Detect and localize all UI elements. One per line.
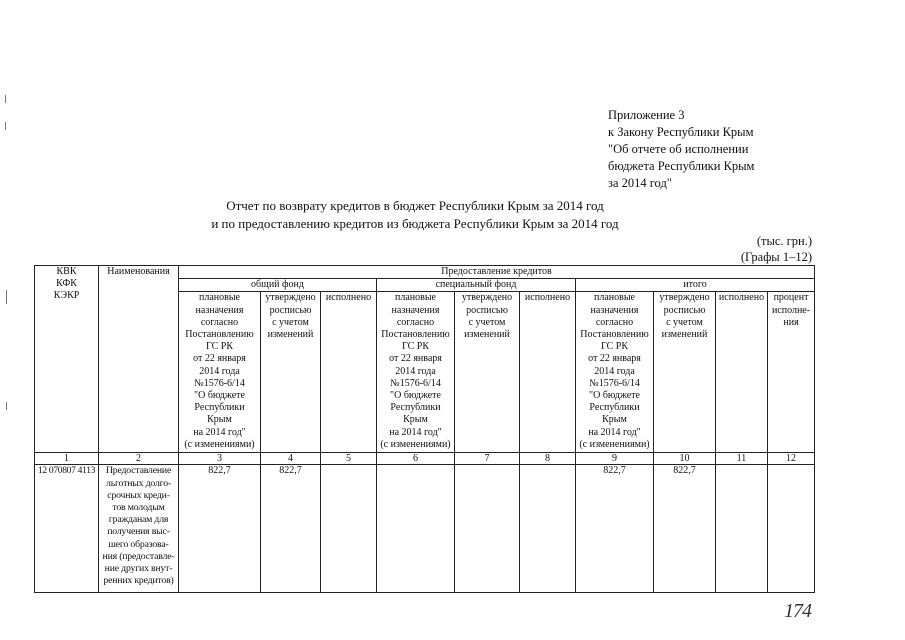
planned-header-line: ГС РК — [401, 341, 430, 353]
planned-header-line: "О бюджете — [390, 390, 441, 402]
planned-header-line: от 22 января — [588, 353, 641, 365]
cell-value — [321, 465, 377, 593]
planned-header-line: №1576-6/14 — [390, 377, 441, 389]
credits-table — [34, 265, 815, 593]
percent-header-line: исполне- — [771, 304, 811, 316]
planned-header-line: на 2014 год" — [389, 426, 442, 438]
column-number: 1 — [35, 453, 99, 465]
columns-note: (Графы 1–12) — [740, 250, 812, 264]
planned-header-line: от 22 января — [193, 353, 246, 365]
planned-header-line: согласно — [200, 316, 239, 328]
report-title — [150, 197, 680, 233]
planned-header-line: плановые — [593, 292, 635, 304]
planned-header — [576, 292, 654, 453]
appendix-line: к Закону Республики Крым — [608, 125, 754, 139]
planned-header-line: Республики — [589, 402, 640, 414]
column-number: 2 — [99, 453, 179, 465]
planned-header-line: Постановлению — [580, 329, 649, 341]
cell-value: 822,7 — [179, 465, 261, 593]
cell-value — [716, 465, 768, 593]
executed-header: исполнено — [321, 292, 377, 453]
planned-header-line: назначения — [590, 304, 639, 316]
planned-header-line: Постановлению — [381, 329, 450, 341]
row-name-line: ния (предоставле- — [102, 550, 175, 562]
report-title-line-1: Отчет по возврату кредитов в бюджет Республики Крым за 2014 год — [226, 198, 604, 213]
appendix-line: бюджета Республики Крым — [608, 159, 755, 173]
row-name-line: Предоставление — [105, 465, 172, 477]
planned-header-line: плановые — [198, 292, 240, 304]
scan-mark — [6, 290, 7, 304]
executed-header: исполнено — [716, 292, 768, 453]
scan-mark — [5, 95, 6, 103]
planned-header-line: №1576-6/14 — [589, 377, 640, 389]
planned-header-line: назначения — [195, 304, 244, 316]
planned-header-line: 2014 года — [199, 365, 240, 377]
column-number: 12 — [768, 453, 815, 465]
page-number: 174 — [784, 600, 811, 622]
row-name — [99, 465, 179, 593]
approved-header-line: изменений — [661, 329, 708, 341]
row-name-line: шего образова- — [108, 538, 169, 550]
currency-note: (тыс. грн.) — [756, 234, 812, 248]
approved-header-line: росписью — [269, 304, 312, 316]
approved-header — [654, 292, 716, 453]
column-number: 4 — [261, 453, 321, 465]
approved-header-line: с учетом — [272, 316, 309, 328]
planned-header-line: согласно — [396, 316, 435, 328]
group-header: Предоставление кредитов — [179, 266, 815, 279]
planned-header-line: ГС РК — [205, 341, 234, 353]
planned-header-line: (с изменениями) — [380, 438, 451, 450]
planned-header-line: Республики — [390, 402, 441, 414]
planned-header-line: Постановлению — [185, 329, 254, 341]
planned-header-line: №1576-6/14 — [194, 377, 245, 389]
column-number: 3 — [179, 453, 261, 465]
planned-header — [179, 292, 261, 453]
column-number: 11 — [716, 453, 768, 465]
special-fund-header: специальный фонд — [377, 279, 576, 292]
column-number: 10 — [654, 453, 716, 465]
cell-value — [455, 465, 520, 593]
codes-header — [35, 266, 99, 453]
appendix-line: "Об отчете об исполнении — [608, 142, 749, 156]
planned-header-line: плановые — [394, 292, 436, 304]
column-number: 5 — [321, 453, 377, 465]
row-name-line: гражданам для — [108, 514, 169, 526]
planned-header-line: Крым — [602, 414, 627, 426]
approved-header-line: изменений — [267, 329, 314, 341]
row-name-line: ренних кредитов) — [103, 575, 174, 587]
approved-header-line: утверждено — [659, 292, 710, 304]
approved-header-line: с учетом — [666, 316, 703, 328]
approved-header-line: росписью — [663, 304, 706, 316]
planned-header-line: на 2014 год" — [588, 426, 641, 438]
approved-header — [261, 292, 321, 453]
cell-value — [377, 465, 455, 593]
approved-header-line: изменений — [464, 329, 510, 341]
cell-value: 822,7 — [261, 465, 321, 593]
row-name-line: тов молодым — [112, 502, 165, 514]
approved-header-line: утверждено — [461, 292, 513, 304]
cell-value: 822,7 — [576, 465, 654, 593]
planned-header-line: 2014 года — [594, 365, 635, 377]
planned-header-line: "О бюджете — [589, 390, 640, 402]
column-number: 7 — [455, 453, 520, 465]
percent-header-line: ния — [783, 316, 799, 328]
scan-mark — [6, 402, 7, 410]
header-kfk: КФК — [56, 278, 77, 290]
percent-header-line: процент — [773, 292, 809, 304]
planned-header-line: (с изменениями) — [579, 438, 650, 450]
approved-header-line: утверждено — [265, 292, 316, 304]
approved-header-line: росписью — [466, 304, 508, 316]
scan-mark — [5, 122, 6, 130]
row-name-line: срочных креди- — [107, 489, 170, 501]
planned-header-line: ГС РК — [600, 341, 629, 353]
planned-header-line: назначения — [391, 304, 440, 316]
name-header: Наименования — [99, 266, 179, 453]
planned-header-line: от 22 января — [389, 353, 442, 365]
approved-header — [455, 292, 520, 453]
executed-header: исполнено — [520, 292, 576, 453]
planned-header-line: "О бюджете — [194, 390, 245, 402]
general-fund-header: общий фонд — [179, 279, 377, 292]
percent-header — [768, 292, 815, 453]
appendix-line: за 2014 год" — [608, 176, 672, 190]
units-note — [741, 233, 812, 265]
planned-header-line: 2014 года — [395, 365, 436, 377]
column-number: 9 — [576, 453, 654, 465]
planned-header-line: Крым — [403, 414, 428, 426]
header-row-1 — [35, 266, 815, 279]
approved-header-line: с учетом — [468, 316, 506, 328]
planned-header-line: (с изменениями) — [184, 438, 255, 450]
row-name-line: ние других внут- — [104, 563, 173, 575]
total-header: итого — [576, 279, 815, 292]
header-kvk: КВК — [56, 266, 77, 277]
cell-value: 822,7 — [654, 465, 716, 593]
table-row — [35, 465, 815, 593]
planned-header-line: Крым — [207, 414, 232, 426]
appendix-line: Приложение 3 — [608, 108, 685, 122]
column-number-row — [35, 453, 815, 465]
column-number: 8 — [520, 453, 576, 465]
planned-header-line: Республики — [194, 402, 245, 414]
planned-header-line: согласно — [595, 316, 634, 328]
planned-header-line: на 2014 год" — [193, 426, 246, 438]
planned-header — [377, 292, 455, 453]
row-name-line: льготных долго- — [106, 477, 171, 489]
column-number: 6 — [377, 453, 455, 465]
row-name-line: получения выс- — [107, 526, 170, 538]
header-kekr: КЭКР — [53, 290, 80, 302]
cell-value — [520, 465, 576, 593]
appendix-header — [608, 107, 838, 192]
cell-value — [768, 465, 815, 593]
row-code: 12 070807 4113 — [35, 465, 99, 593]
report-title-line-2: и по предоставлению кредитов из бюджета Республики Крым за 2014 год — [211, 216, 619, 231]
